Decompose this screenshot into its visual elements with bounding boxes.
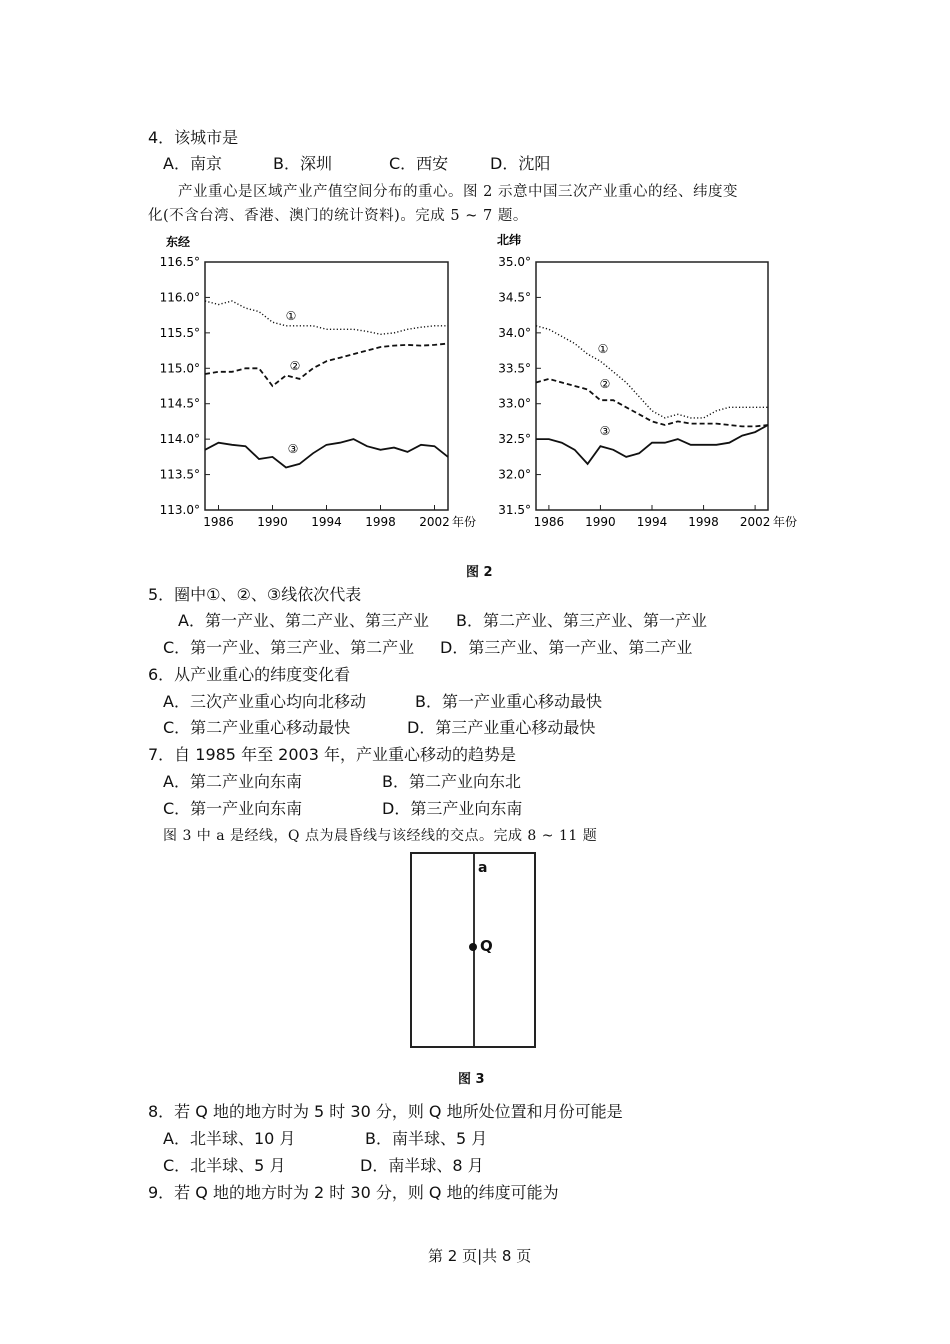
chart-1-y-tick-label: 115.5° [159, 325, 200, 340]
chart-2-y-tick-label: 33.0° [498, 396, 531, 411]
chart-1-series-2-label: ② [289, 359, 301, 373]
q7-option-a: A．第二产业向东南 [163, 772, 302, 791]
q7-option-d: D．第三产业向东南 [382, 799, 523, 818]
chart-1-series-1-label: ① [285, 309, 297, 323]
q7-option-c: C．第一产业向东南 [163, 799, 303, 818]
point-label-q: Q [480, 937, 493, 955]
chart-2-x-tick-label: 1990 [585, 515, 616, 529]
q4-option-d: D．沈阳 [490, 154, 551, 173]
q4-option-c: C．西安 [389, 154, 449, 173]
chart-2-x-tick-label: 2002 [739, 515, 771, 529]
q6-option-a: A．三次产业重心均向北移动 [163, 692, 366, 711]
q4-option-a: A．南京 [163, 154, 222, 173]
figure-3 [410, 852, 536, 1048]
chart-1-x-tick-label: 1998 [365, 515, 396, 529]
chart-1-x-axis-label: 年份 [452, 515, 477, 529]
q5-option-b: B．第二产业、第三产业、第一产业 [456, 611, 707, 630]
chart-1-frame [205, 262, 448, 510]
chart-2-x-tick-label: 1986 [533, 515, 565, 529]
intro-5-7-line1: 产业重心是区域产业产值空间分布的重心。图 2 示意中国三次产业重心的经、纬度变 [178, 184, 738, 200]
q6-option-b: B．第一产业重心移动最快 [415, 692, 602, 711]
figure-2-charts [0, 228, 950, 538]
chart-1-x-tick-label: 1986 [203, 515, 234, 529]
chart-1-y-tick-label: 116.0° [159, 290, 200, 305]
chart-1-series-3-label: ③ [287, 442, 299, 456]
q5-option-d: D．第三产业、第一产业、第二产业 [440, 638, 693, 657]
chart-2-series-2-line [536, 379, 768, 427]
chart-1-series-1-line [205, 301, 448, 334]
q8-option-d: D．南半球、8 月 [360, 1156, 484, 1175]
figure-2-caption: 图 2 [466, 565, 493, 580]
chart-2-y-axis-label: 北纬 [497, 233, 522, 247]
chart-1-x-tick-label: 1990 [257, 515, 288, 529]
chart-2-frame [536, 262, 768, 510]
chart-2-y-tick-label: 34.0° [498, 325, 531, 340]
q8-option-a: A．北半球、10 月 [163, 1129, 296, 1148]
chart-2-series-1-label: ① [597, 342, 609, 356]
intro-8-11: 图 3 中 a 是经线，Q 点为晨昏线与该经线的交点。完成 8 ~ 11 题 [163, 828, 598, 844]
q7-stem: 7．自 1985 年至 2003 年，产业重心移动的趋势是 [148, 745, 516, 764]
page-footer: 第 2 页|共 8 页 [428, 1247, 532, 1265]
chart-1-y-tick-label: 113.5° [159, 467, 200, 482]
chart-2-x-tick-label: 1994 [636, 515, 668, 529]
q5-stem: 5．圈中①、②、③线依次代表 [148, 585, 362, 604]
chart-2-y-tick-label: 35.0° [498, 255, 531, 269]
q4-stem: 4．该城市是 [148, 128, 239, 147]
q7-option-b: B．第二产业向东北 [382, 772, 521, 791]
chart-1-x-tick-label: 2002 [419, 515, 450, 529]
q6-option-d: D．第三产业重心移动最快 [407, 718, 596, 737]
q5-option-a: A．第一产业、第二产业、第三产业 [178, 611, 429, 630]
chart-1-y-tick-label: 116.5° [159, 255, 200, 269]
chart-2-y-tick-label: 33.5° [498, 361, 531, 376]
chart-2-y-tick-label: 31.5° [498, 503, 531, 517]
chart-2-x-axis-label: 年份 [773, 515, 798, 529]
chart-1-y-tick-label: 115.0° [159, 361, 200, 376]
q6-stem: 6．从产业重心的纬度变化看 [148, 665, 351, 684]
chart-2-series-1-line [536, 326, 768, 418]
q9-stem: 9．若 Q 地的地方时为 2 时 30 分，则 Q 地的纬度可能为 [148, 1183, 559, 1202]
chart-1-y-tick-label: 114.0° [159, 432, 200, 447]
intro-5-7-line2: 化(不含台湾、香港、澳门的统计资料)。完成 5 ~ 7 题。 [148, 208, 528, 224]
chart-2-y-tick-label: 34.5° [498, 290, 531, 305]
q8-stem: 8．若 Q 地的地方时为 5 时 30 分，则 Q 地所处位置和月份可能是 [148, 1102, 623, 1121]
q8-option-c: C．北半球、5 月 [163, 1156, 286, 1175]
q8-option-b: B．南半球、5 月 [365, 1129, 488, 1148]
chart-2-x-tick-label: 1998 [688, 515, 719, 529]
chart-2-series-3-label: ③ [599, 424, 611, 438]
q6-option-c: C．第二产业重心移动最快 [163, 718, 351, 737]
chart-1-y-axis-label: 东经 [166, 235, 191, 249]
chart-1-series-3-line [205, 439, 448, 467]
chart-1-y-tick-label: 114.5° [159, 396, 200, 411]
meridian-label-a: a [478, 860, 488, 876]
chart-1-x-tick-label: 1994 [311, 515, 342, 529]
q4-option-b: B．深圳 [273, 154, 332, 173]
chart-1-series-2-line [205, 344, 448, 387]
chart-2-y-tick-label: 32.5° [498, 432, 531, 447]
chart-2-y-tick-label: 32.0° [498, 467, 531, 482]
chart-1-y-tick-label: 113.0° [159, 503, 200, 517]
point-q-dot [469, 943, 477, 951]
chart-2-series-2-label: ② [599, 377, 611, 391]
figure-3-caption: 图 3 [458, 1072, 485, 1087]
q5-option-c: C．第一产业、第三产业、第二产业 [163, 638, 415, 657]
chart-2-series-3-line [536, 425, 768, 464]
